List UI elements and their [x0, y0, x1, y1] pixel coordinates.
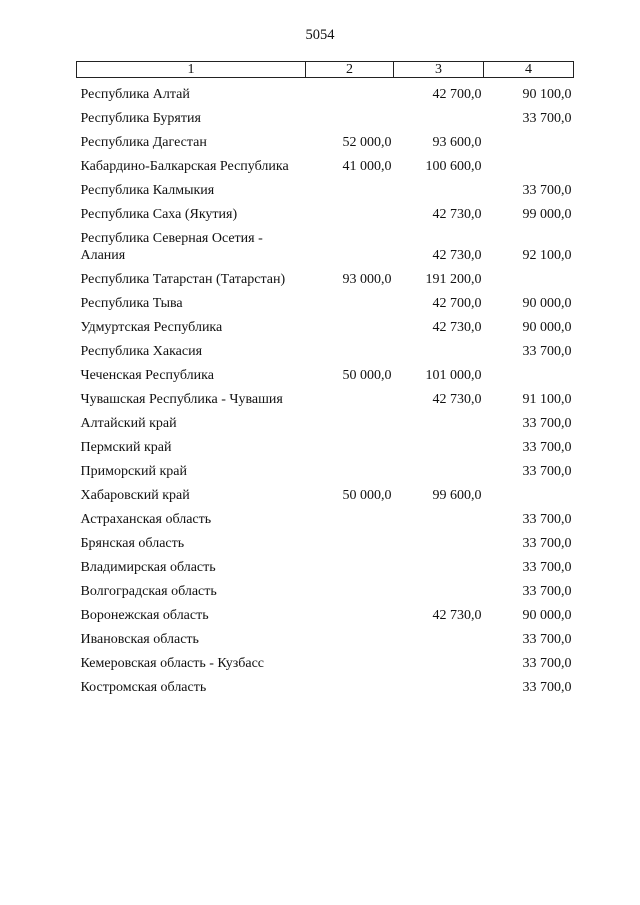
table-row: [77, 559, 574, 583]
table-row: [77, 511, 574, 535]
column-4-value: 33 700,0: [522, 464, 572, 479]
column-2-value: [306, 391, 394, 415]
region-name-cell: Чеченская Республика: [80, 368, 214, 383]
column-4-value: 33 700,0: [522, 416, 572, 431]
column-3-value: [394, 535, 484, 559]
column-header-3: 3: [394, 62, 484, 78]
column-2-value: [306, 535, 394, 559]
table-row: [77, 158, 574, 182]
region-name-cell: Брянская область: [80, 536, 185, 551]
region-name-cell: Республика Татарстан (Татарстан): [80, 272, 286, 287]
column-4-value: 33 700,0: [522, 344, 572, 359]
column-4-value: 90 000,0: [522, 296, 572, 311]
allocation-table: [76, 61, 574, 703]
column-3-value: 100 600,0: [425, 159, 482, 174]
column-2-value: [306, 110, 394, 134]
column-3-value: [394, 511, 484, 535]
column-3-value: 42 700,0: [432, 296, 482, 311]
column-3-value: [394, 110, 484, 134]
region-name-cell: Удмуртская Республика: [80, 320, 223, 335]
column-3-value: [394, 415, 484, 439]
column-4-value: 99 000,0: [522, 207, 572, 222]
table-row: [77, 439, 574, 463]
table-row: [77, 583, 574, 607]
column-3-value: [394, 182, 484, 206]
column-4-value: 33 700,0: [522, 632, 572, 647]
region-name-cell: Приморский край: [80, 464, 187, 479]
column-3-value: 101 000,0: [425, 368, 482, 383]
table-row: [77, 230, 574, 271]
table-row: [77, 463, 574, 487]
column-3-value: [394, 631, 484, 655]
column-3-value: 93 600,0: [432, 135, 482, 150]
table-row: [77, 134, 574, 158]
column-2-value: 52 000,0: [342, 135, 392, 150]
column-4-value: 91 100,0: [522, 392, 572, 407]
table-row: [77, 271, 574, 295]
region-name-cell: Чувашская Республика - Чувашия: [80, 392, 283, 407]
column-4-value: 33 700,0: [522, 656, 572, 671]
table-row: [77, 319, 574, 343]
column-4-value: 33 700,0: [522, 111, 572, 126]
column-3-value: 42 730,0: [432, 207, 482, 222]
table-row: [77, 655, 574, 679]
region-name-cell: Волгоградская область: [80, 584, 217, 599]
column-3-value: 99 600,0: [432, 488, 482, 503]
table-row: [77, 415, 574, 439]
column-2-value: [306, 295, 394, 319]
column-2-value: [306, 319, 394, 343]
column-3-value: [394, 343, 484, 367]
table-header: [77, 62, 574, 87]
column-3-value: [394, 679, 484, 703]
column-2-value: [306, 463, 394, 487]
column-2-value: [306, 230, 394, 271]
column-header-2: 2: [306, 62, 394, 78]
table-row: [77, 607, 574, 631]
region-name-cell: Воронежская область: [80, 608, 209, 623]
table-body: [77, 86, 574, 703]
table-row: [77, 343, 574, 367]
column-4-value: [484, 158, 574, 182]
column-4-value: 33 700,0: [522, 512, 572, 527]
column-4-value: 33 700,0: [522, 584, 572, 599]
column-4-value: [484, 367, 574, 391]
table-row: [77, 391, 574, 415]
column-2-value: [306, 182, 394, 206]
column-2-value: [306, 607, 394, 631]
region-name-cell: Республика Северная Осетия - Алания: [80, 231, 263, 263]
column-2-value: [306, 343, 394, 367]
region-name-cell: Кемеровская область - Кузбасс: [80, 656, 265, 671]
column-3-value: 42 730,0: [432, 392, 482, 407]
column-3-value: [394, 463, 484, 487]
column-2-value: [306, 511, 394, 535]
column-2-value: 41 000,0: [342, 159, 392, 174]
table-row: [77, 182, 574, 206]
table-row: [77, 487, 574, 511]
column-4-value: 90 100,0: [522, 87, 572, 102]
column-4-value: [484, 271, 574, 295]
column-3-value: [394, 559, 484, 583]
column-2-value: [306, 86, 394, 110]
column-4-value: 90 000,0: [522, 608, 572, 623]
column-4-value: 33 700,0: [522, 183, 572, 198]
column-2-value: [306, 206, 394, 230]
region-name-cell: Кабардино-Балкарская Республика: [80, 159, 289, 174]
column-2-value: [306, 655, 394, 679]
region-name-cell: Костромская область: [80, 680, 207, 695]
column-3-value: 42 730,0: [432, 608, 482, 623]
column-3-value: 42 730,0: [432, 248, 482, 263]
column-4-value: 90 000,0: [522, 320, 572, 335]
region-name-cell: Пермский край: [80, 440, 172, 455]
column-4-value: 33 700,0: [522, 536, 572, 551]
column-3-value: [394, 583, 484, 607]
column-4-value: 33 700,0: [522, 680, 572, 695]
column-3-value: 42 700,0: [432, 87, 482, 102]
region-name-cell: Республика Бурятия: [80, 111, 201, 126]
region-name-cell: Алтайский край: [80, 416, 177, 431]
region-name-cell: Республика Саха (Якутия): [80, 207, 238, 222]
column-2-value: [306, 439, 394, 463]
table-row: [77, 110, 574, 134]
page-number: 5054: [305, 27, 335, 43]
column-2-value: [306, 559, 394, 583]
column-4-value: 33 700,0: [522, 440, 572, 455]
region-name-cell: Республика Тыва: [80, 296, 183, 311]
region-name-cell: Ивановская область: [80, 632, 199, 647]
region-name-cell: Владимирская область: [80, 560, 216, 575]
column-4-value: 92 100,0: [522, 248, 572, 263]
table-row: [77, 86, 574, 110]
column-3-value: 191 200,0: [425, 272, 482, 287]
column-2-value: [306, 583, 394, 607]
region-name-cell: Республика Дагестан: [80, 135, 207, 150]
column-2-value: 50 000,0: [342, 488, 392, 503]
column-3-value: 42 730,0: [432, 320, 482, 335]
column-2-value: [306, 631, 394, 655]
table-row: [77, 631, 574, 655]
column-2-value: [306, 679, 394, 703]
column-3-value: [394, 439, 484, 463]
column-header-1: 1: [77, 62, 306, 78]
column-4-value: [484, 134, 574, 158]
region-name-cell: Республика Алтай: [80, 87, 190, 102]
region-name-cell: Астраханская область: [80, 512, 212, 527]
region-name-cell: Хабаровский край: [80, 488, 190, 503]
column-2-value: 93 000,0: [342, 272, 392, 287]
table-row: [77, 367, 574, 391]
column-2-value: 50 000,0: [342, 368, 392, 383]
table-row: [77, 295, 574, 319]
column-4-value: [484, 487, 574, 511]
column-3-value: [394, 655, 484, 679]
column-2-value: [306, 415, 394, 439]
region-name-cell: Республика Калмыкия: [80, 183, 215, 198]
column-4-value: 33 700,0: [522, 560, 572, 575]
table-row: [77, 535, 574, 559]
column-header-4: 4: [484, 62, 574, 78]
table-row: [77, 679, 574, 703]
region-name-cell: Республика Хакасия: [80, 344, 203, 359]
table-row: [77, 206, 574, 230]
